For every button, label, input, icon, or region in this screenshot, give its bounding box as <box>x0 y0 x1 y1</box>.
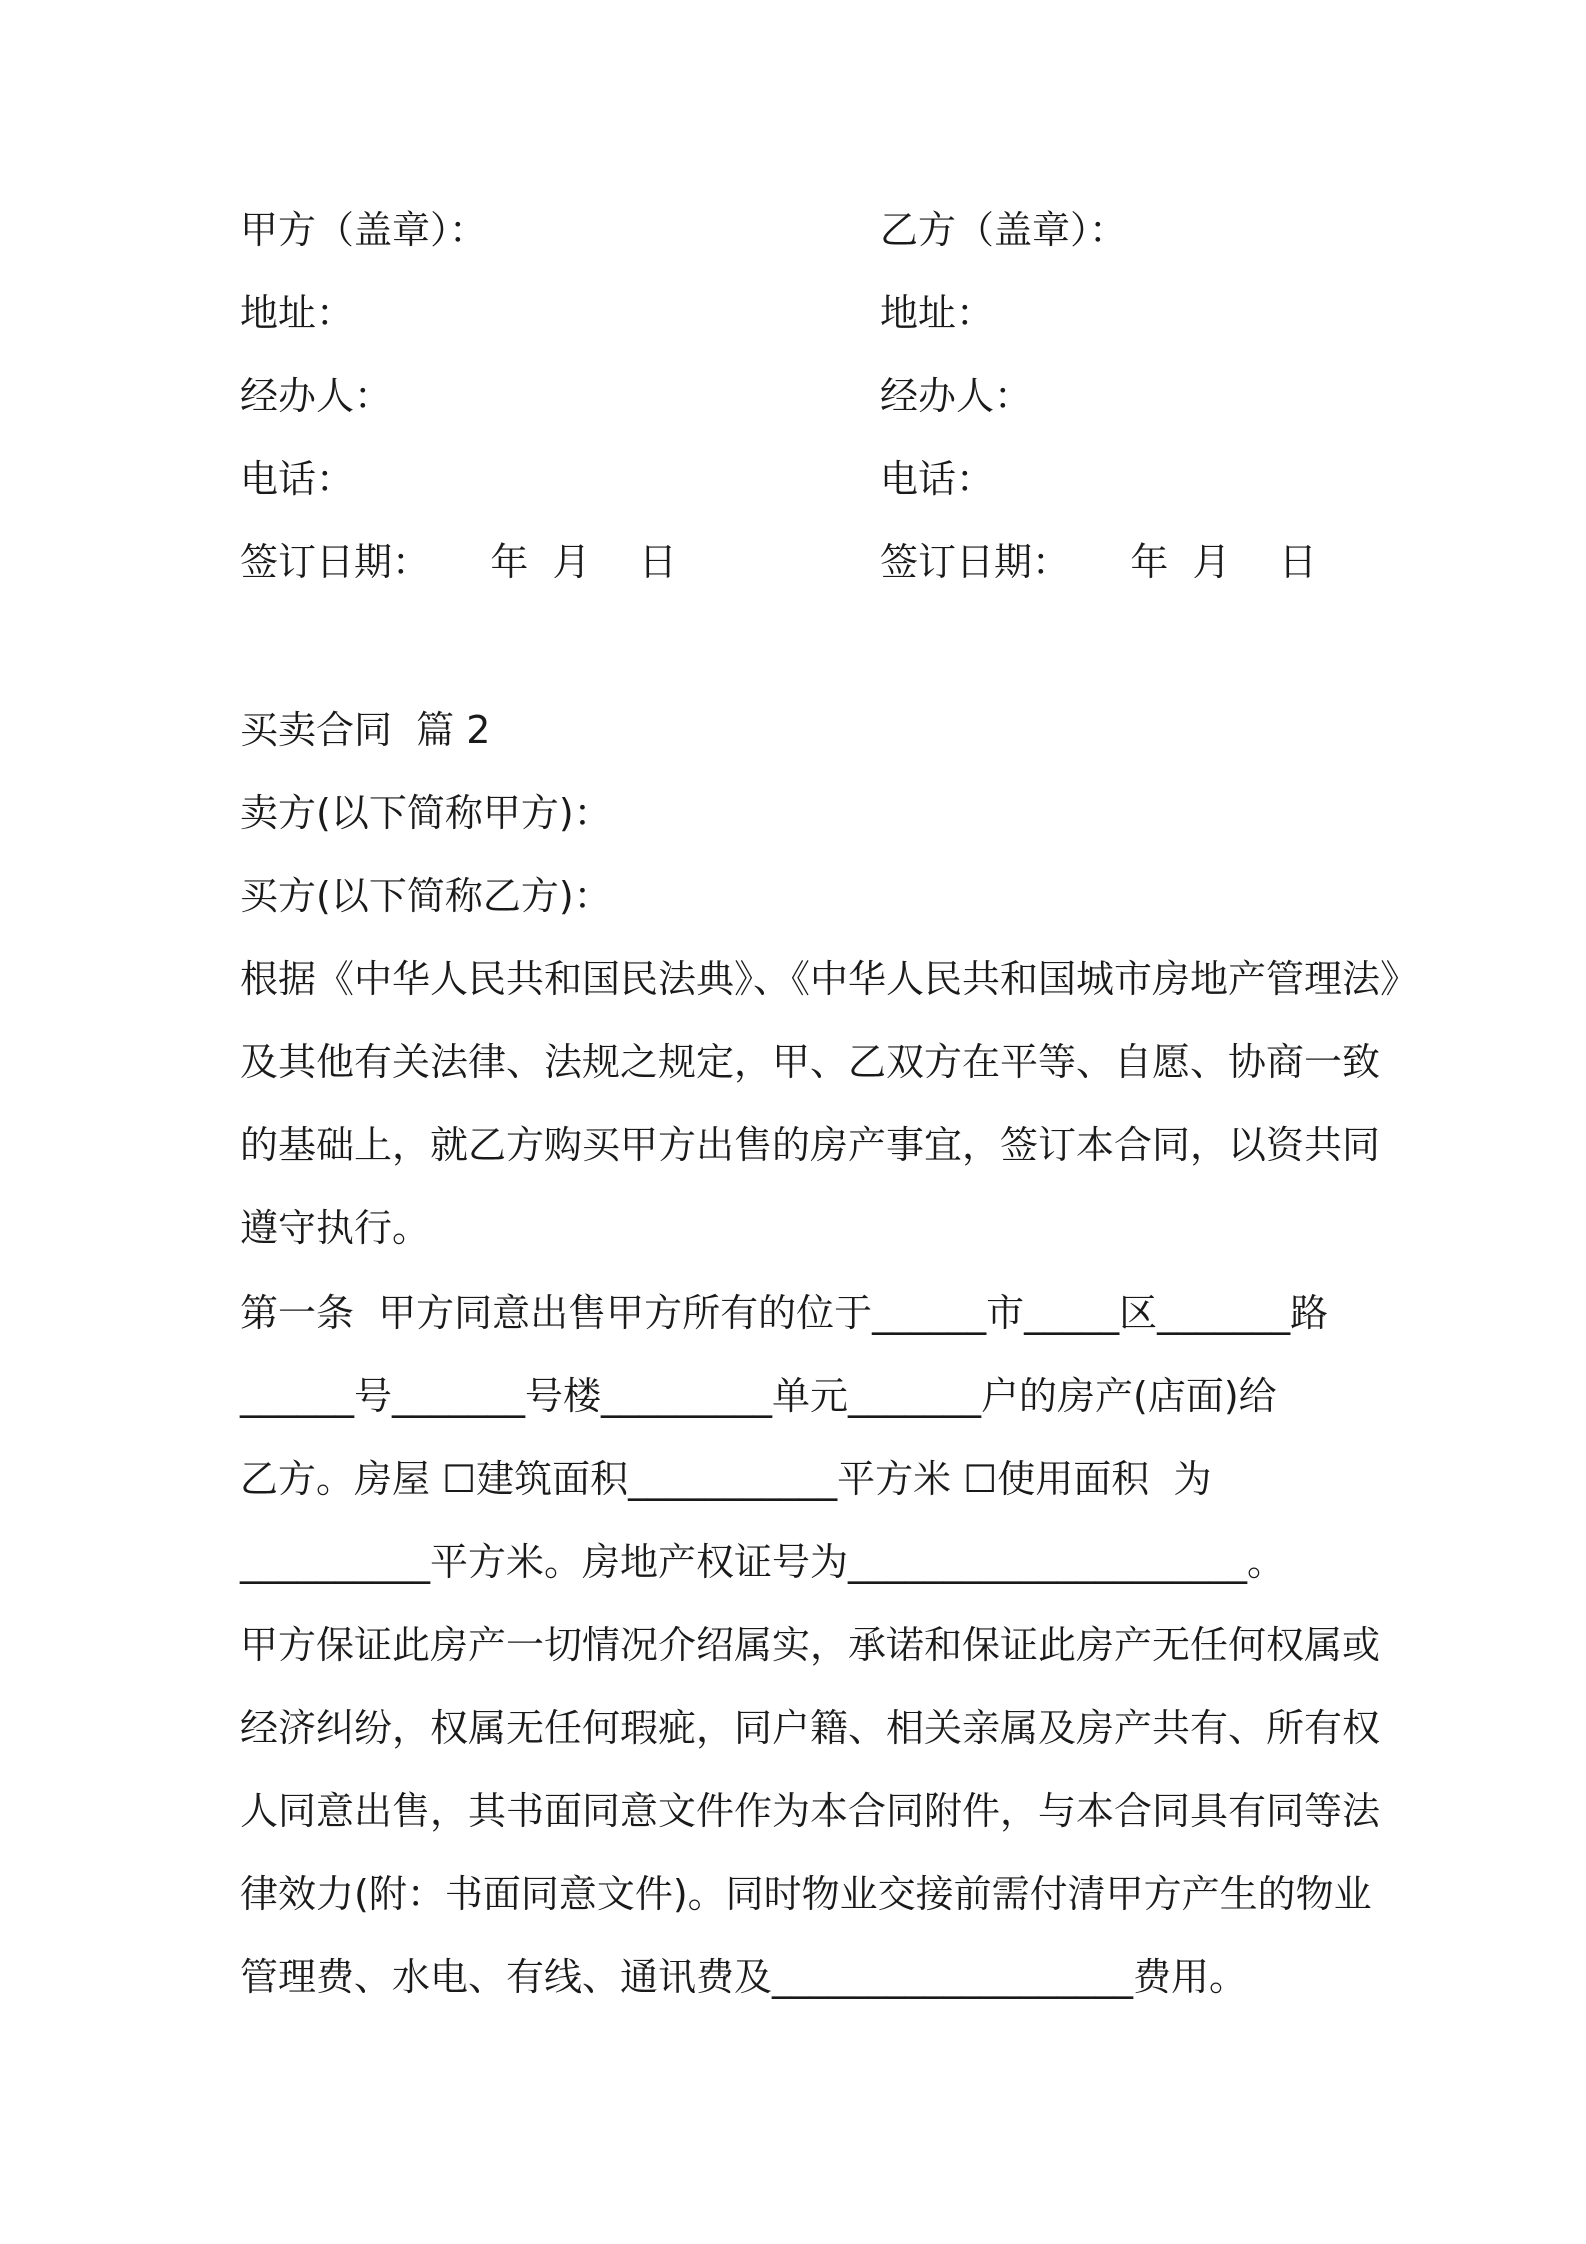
preamble-line: 及其他有关法律、法规之规定，甲、乙双方在平等、自愿、协商一致 <box>240 1040 1381 1084</box>
article1-line: 第一条 甲方同意出售甲方所有的位于______市_____区_______路 <box>240 1291 1329 1335</box>
buyer-line: 买方(以下简称乙方)： <box>240 874 612 918</box>
seller-line: 卖方(以下简称甲方)： <box>240 791 612 835</box>
preamble-line: 的基础上，就乙方购买甲方出售的房产事宜，签订本合同，以资共同 <box>240 1123 1381 1167</box>
article1-line: 管理费、水电、有线、通讯费及___________________费用。 <box>240 1955 1248 1999</box>
article1-line: 律效力(附：书面同意文件)。同时物业交接前需付清甲方产生的物业 <box>240 1872 1372 1916</box>
party-b-agent: 经办人： <box>880 374 1033 418</box>
party-a-agent: 经办人： <box>240 374 393 418</box>
preamble-line: 根据《中华人民共和国民法典》、《中华人民共和国城市房地产管理法》 <box>240 957 1419 1001</box>
party-a-date: 签订日期： 年 月 日 <box>240 540 677 584</box>
preamble-line: 遵守执行。 <box>240 1206 431 1250</box>
party-b-date: 签订日期： 年 月 日 <box>880 540 1317 584</box>
party-a-seal: 甲方（盖章）： <box>240 208 488 252</box>
party-b-seal: 乙方（盖章）： <box>880 208 1128 252</box>
article1-line: 甲方保证此房产一切情况介绍属实，承诺和保证此房产无任何权属或 <box>240 1623 1381 1667</box>
party-b-phone: 电话： <box>880 457 995 501</box>
article1-line: 经济纠纷，权属无任何瑕疵，同户籍、相关亲属及房产共有、所有权 <box>240 1706 1381 1750</box>
party-b-address: 地址： <box>880 291 995 335</box>
party-a-phone: 电话： <box>240 457 355 501</box>
party-a-address: 地址： <box>240 291 355 335</box>
article1-line: 人同意出售，其书面同意文件作为本合同附件，与本合同具有同等法 <box>240 1789 1381 1833</box>
article1-line: ______号_______号楼_________单元_______户的房产(店面)给 <box>240 1374 1277 1418</box>
contract-title: 买卖合同 篇 2 <box>240 708 491 752</box>
article1-line: __________平方米。房地产权证号为_____________________。 <box>240 1540 1286 1584</box>
article1-line: 乙方。房屋 ☐建筑面积___________平方米 ☐使用面积 为 <box>240 1457 1212 1501</box>
